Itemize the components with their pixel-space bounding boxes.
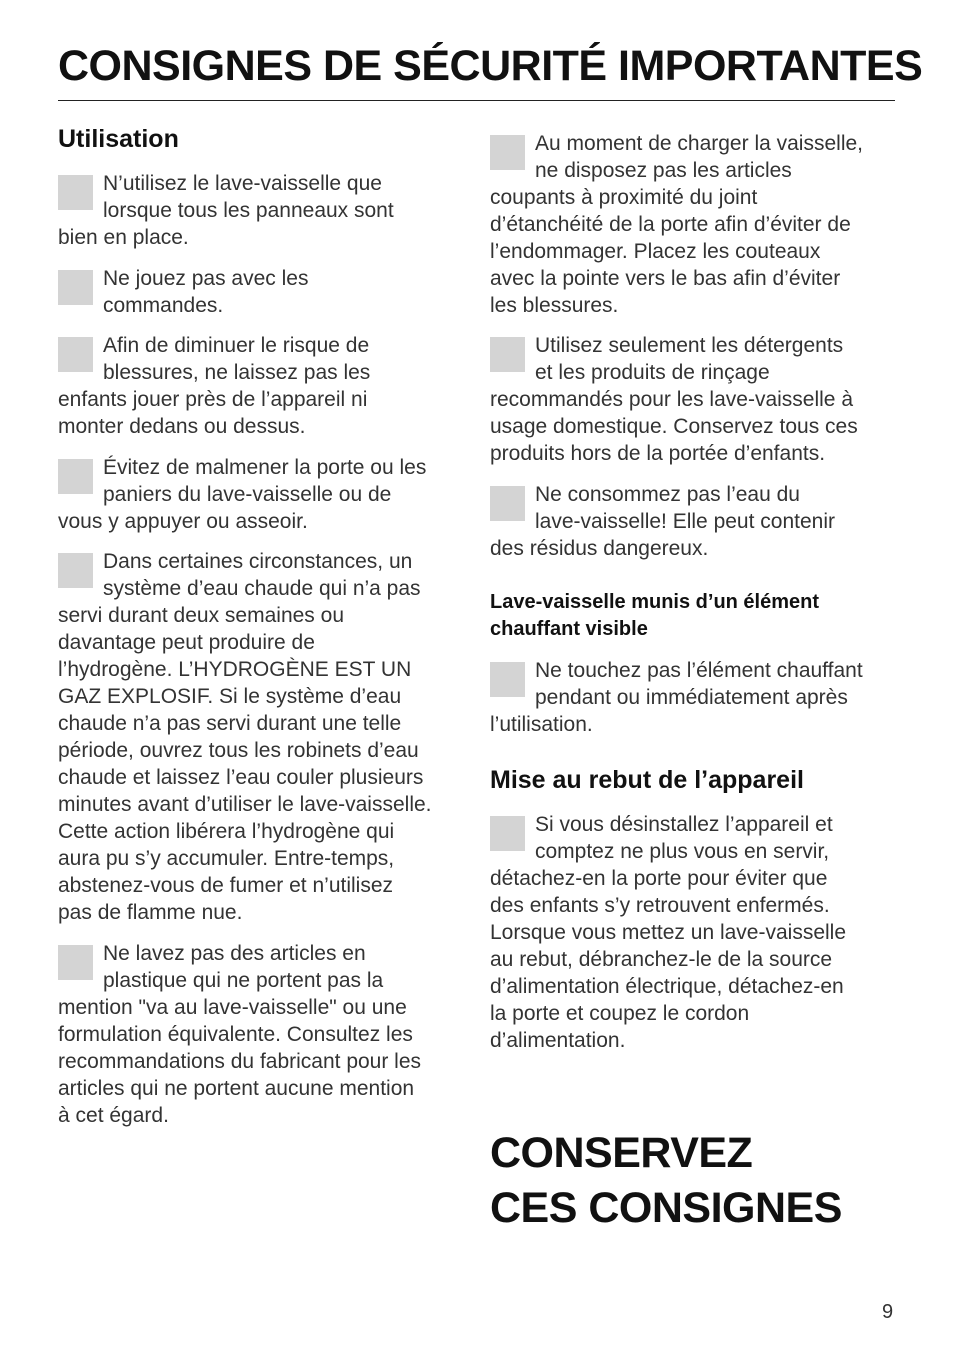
safety-item: Ne consommez pas l’eau du lave-vaisselle! Elle peut contenir des résidus dangereux. (490, 483, 835, 560)
title-divider (58, 100, 895, 101)
utilisation-heading: Utilisation (58, 125, 179, 153)
disposal-heading: Mise au rebut de l’appareil (490, 766, 804, 794)
bullet-square-icon (58, 337, 93, 372)
safety-item: Ne jouez pas avec les commandes. (58, 265, 308, 319)
bullet-square-icon (58, 553, 93, 588)
bullet-square-icon (58, 270, 93, 305)
bullet-square-icon (490, 662, 525, 697)
bullet-square-icon (490, 337, 525, 372)
safety-item: Ne touchez pas l’élément chauffant pendant ou immédiatement après l’utilisation. (490, 659, 863, 736)
bullet-square-icon (490, 135, 525, 170)
closing-title: CONSERVEZ CES CONSIGNES (490, 1129, 842, 1232)
safety-item: Au moment de charger la vaisselle, ne disposez pas les articles coupants à proximité du joint d’étanchéité de la porte afin d’éviter de l’endommager. Placez les couteaux avec la pointe vers le bas afin d’éviter les blessures. (490, 132, 863, 317)
heating-element-subheading: Lave-vaisselle munis d’un élément chauffant visible (490, 591, 820, 640)
bullet-square-icon (58, 459, 93, 494)
safety-item: N’utilisez le lave-vaisselle que lorsque tous les panneaux sont bien en place. (58, 172, 394, 249)
bullet-square-icon (490, 486, 525, 521)
bullet-square-icon (58, 945, 93, 980)
page-number: 9 (882, 1301, 894, 1323)
safety-item: Dans certaines circonstances, un système d’eau chaude qui n’a pas servi durant deux semaines ou davantage peut produire de l’hydrogène. L’HYDROGÈNE EST UN GAZ EXPLOSIF. Si le système d’eau chaude n’a pas servi durant une telle période, ouvrez tous les robinets d’eau chaude et laissez l’eau couler plusieurs minutes avant d’utiliser le lave-vaisselle. Cette action libérera l’hydrogène qui aura pu s’y accumuler. Entre-temps, abstenez-vous de fumer et n’utilisez pas de flamme nue. (58, 550, 432, 924)
bullet-square-icon (58, 175, 93, 210)
bullet-square-icon (490, 816, 525, 851)
safety-item: Utilisez seulement les détergents et les produits de rinçage recommandés pour les lave-vaisselle à usage domestique. Conservez tous ces produits hors de la portée d’enfants. (490, 334, 858, 465)
safety-item: Si vous désinstallez l’appareil et comptez ne plus vous en servir, détachez-en la porte pour éviter que des enfants s’y retrouvent enfermés. Lorsque vous mettez un lave-vaisselle au rebut, débranchez-le de la source d’alimentation électrique, détachez-en la porte et coupez le cordon d’alimentation. (490, 813, 847, 1052)
page-title: CONSIGNES DE SÉCURITÉ IMPORTANTES (58, 42, 923, 90)
safety-item: Afin de diminuer le risque de blessures, ne laissez pas les enfants jouer près de l’appareil ni monter dedans ou dessus. (58, 334, 371, 438)
safety-item: Évitez de malmener la porte ou les paniers du lave-vaisselle ou de vous y appuyer ou asseoir. (58, 456, 427, 533)
safety-item: Ne lavez pas des articles en plastique qui ne portent pas la mention "va au lave-vaisselle" ou une formulation équivalente. Consultez les recommandations du fabricant pour les articles qui ne portent aucune mention à cet égard. (58, 942, 422, 1127)
